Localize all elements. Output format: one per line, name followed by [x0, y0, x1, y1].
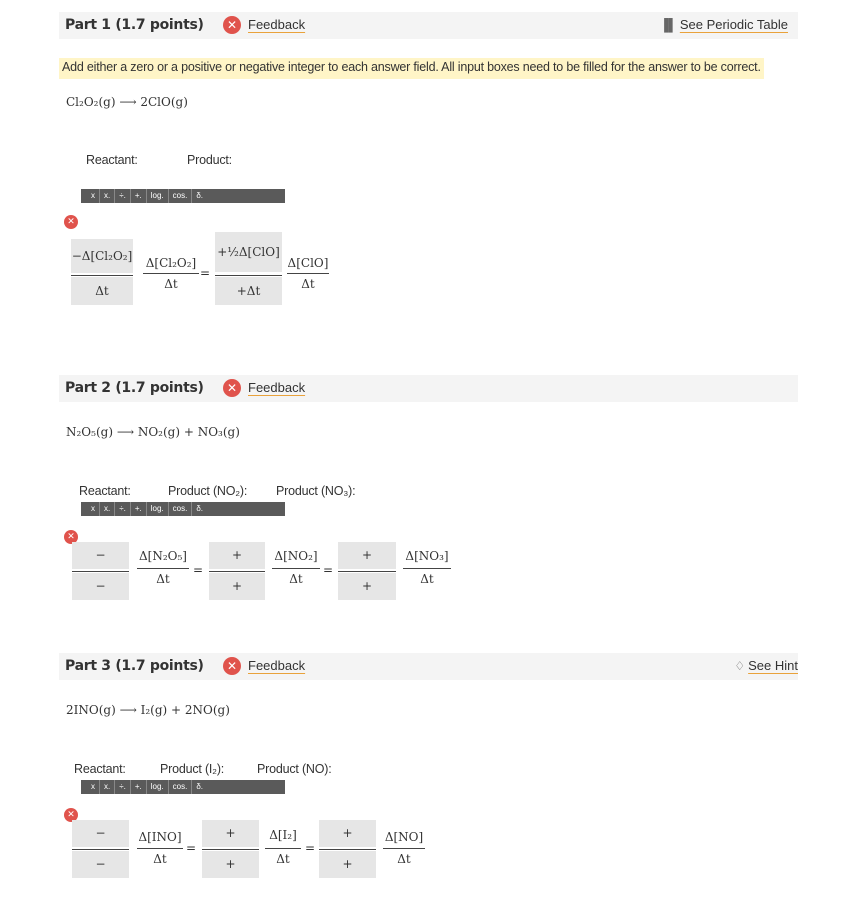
part1-reactant-denominator-input[interactable]: Δt [71, 277, 133, 305]
toolbar-delta[interactable]: δ. [196, 504, 204, 513]
part3-product1-frac-num: Δ[I₂] [269, 828, 297, 842]
toolbar-frac[interactable]: ÷. [115, 780, 131, 794]
fraction-bar [338, 571, 396, 572]
fraction-bar [272, 568, 320, 569]
toolbar-sup[interactable]: x [87, 502, 100, 516]
part3-header [59, 653, 798, 680]
part2-product1-numerator-input[interactable]: + [209, 542, 265, 569]
fraction-bar [383, 848, 425, 849]
fraction-bar [137, 848, 183, 849]
part3-reactant-denominator-input[interactable]: − [72, 851, 129, 878]
part2-product1-frac-den: Δt [289, 572, 303, 586]
part2-product2-numerator-input[interactable]: + [338, 542, 396, 569]
fraction-bar [319, 849, 376, 850]
part3-reaction: 2INO(g) ⟶ I₂(g) + 2NO(g) [66, 703, 230, 717]
part2-reactant-frac-num: Δ[N₂O₅] [139, 549, 187, 563]
part3-error-icon: ✕ [64, 808, 78, 822]
part3-feedback-link[interactable]: Feedback [248, 658, 306, 673]
part3-reactant-numerator-input[interactable]: − [72, 820, 129, 847]
fraction-bar [143, 273, 199, 274]
part1-reactant-frac-num: Δ[Cl₂O₂] [145, 256, 197, 270]
part3-product2-frac-num: Δ[NO] [384, 830, 424, 844]
chart-icon: ▐▌ [659, 18, 677, 32]
toolbar-log[interactable]: log. [147, 189, 169, 203]
fraction-bar [209, 571, 265, 572]
toolbar-plus[interactable]: +. [131, 189, 147, 203]
fraction-bar [72, 571, 129, 572]
part2-feedback-link[interactable]: Feedback [248, 380, 306, 395]
part1-reaction: Cl₂O₂(g) ⟶ 2ClO(g) [66, 95, 188, 109]
toolbar-plus[interactable]: +. [131, 780, 147, 794]
part2-product1-frac-num: Δ[NO₂] [274, 549, 318, 563]
part3-product1-numerator-input[interactable]: + [202, 820, 259, 847]
error-icon: ✕ [223, 16, 241, 34]
equals-sign: = [193, 563, 204, 577]
part3-reactant-frac-num: Δ[INO] [138, 830, 182, 844]
part2-header [59, 375, 798, 402]
part1-error-icon: ✕ [64, 215, 78, 229]
toolbar-sup[interactable]: x [87, 780, 100, 794]
periodic-table-label: See Periodic Table [679, 17, 788, 32]
toolbar-sub[interactable]: x. [100, 189, 115, 203]
toolbar-sup[interactable]: x [87, 189, 100, 203]
fraction-bar [71, 275, 133, 276]
part3-product1-denominator-input[interactable]: + [202, 851, 259, 878]
part3-product2-frac-den: Δt [397, 852, 411, 866]
equals-sign: = [200, 266, 211, 280]
part2-product1-label: Product (NO₂): [168, 484, 248, 498]
toolbar-frac[interactable]: ÷. [115, 189, 131, 203]
equals-sign: = [186, 841, 197, 855]
toolbar-frac[interactable]: ÷. [115, 502, 131, 516]
part1-feedback-link[interactable]: Feedback [248, 17, 306, 32]
part3-product1-label: Product (I₂): [160, 762, 225, 776]
part2-product2-denominator-input[interactable]: + [338, 573, 396, 600]
part1-reactant-frac-den: Δt [164, 277, 178, 291]
toolbar-cos[interactable]: cos. [169, 189, 193, 203]
part1-product-label: Product: [187, 153, 232, 167]
fraction-bar [72, 849, 129, 850]
lightbulb-icon: ♢ [734, 659, 746, 673]
part2-reactant-numerator-input[interactable]: − [72, 542, 129, 569]
part3-product2-label: Product (NO): [257, 762, 332, 776]
toolbar-cos[interactable]: cos. [169, 502, 193, 516]
toolbar-sub[interactable]: x. [100, 502, 115, 516]
equals-sign: = [323, 563, 334, 577]
part3-reactant-frac-den: Δt [153, 852, 167, 866]
part3-product2-numerator-input[interactable]: + [319, 820, 376, 847]
error-icon: ✕ [223, 379, 241, 397]
part3-product1-frac-den: Δt [276, 852, 290, 866]
part3-reactant-label: Reactant: [74, 762, 126, 776]
part3-math-toolbar [81, 780, 285, 794]
part2-reactant-label: Reactant: [79, 484, 131, 498]
fraction-bar [137, 568, 189, 569]
part2-product2-frac-num: Δ[NO₃] [405, 549, 449, 563]
toolbar-log[interactable]: log. [147, 502, 169, 516]
part3-title: Part 3 (1.7 points) [65, 658, 204, 674]
fraction-bar [287, 273, 329, 274]
equals-sign: = [305, 841, 316, 855]
toolbar-sub[interactable]: x. [100, 780, 115, 794]
toolbar-delta[interactable]: δ. [196, 191, 204, 200]
part2-title: Part 2 (1.7 points) [65, 380, 204, 396]
toolbar-delta[interactable]: δ. [196, 782, 204, 791]
see-hint-label: See Hint [748, 658, 798, 673]
part2-product1-denominator-input[interactable]: + [209, 573, 265, 600]
part3-product2-denominator-input[interactable]: + [319, 851, 376, 878]
part2-reactant-frac-den: Δt [156, 572, 170, 586]
fraction-bar [202, 849, 259, 850]
part1-reactant-label: Reactant: [86, 153, 138, 167]
instruction-text: Add either a zero or a positive or negative integer to each answer field. All input boxes need to be filled for the answer to be correct. [59, 58, 764, 79]
part1-product-frac-den: Δt [301, 277, 315, 291]
part1-product-frac-num: Δ[ClO] [287, 256, 329, 270]
fraction-bar [215, 275, 282, 276]
part2-math-toolbar [81, 502, 285, 516]
toolbar-log[interactable]: log. [147, 780, 169, 794]
part2-product2-label: Product (NO₃): [276, 484, 356, 498]
part2-reaction: N₂O₅(g) ⟶ NO₂(g) + NO₃(g) [66, 425, 240, 439]
part1-math-toolbar [81, 189, 285, 203]
see-hint-link[interactable] [734, 658, 798, 673]
part1-product-numerator-input[interactable]: +½Δ[ClO] [215, 232, 282, 272]
part2-reactant-denominator-input[interactable]: − [72, 573, 129, 600]
part2-product2-frac-den: Δt [420, 572, 434, 586]
fraction-bar [403, 568, 451, 569]
part1-product-denominator-input[interactable]: +Δt [215, 277, 282, 305]
part1-header [59, 12, 798, 39]
periodic-table-link[interactable] [660, 17, 788, 32]
part1-title: Part 1 (1.7 points) [65, 17, 204, 33]
fraction-bar [265, 848, 301, 849]
part2-error-icon: ✕ [64, 530, 78, 544]
part1-reactant-numerator-input[interactable]: −Δ[Cl₂O₂] [71, 239, 133, 273]
toolbar-cos[interactable]: cos. [169, 780, 193, 794]
error-icon: ✕ [223, 657, 241, 675]
toolbar-plus[interactable]: +. [131, 502, 147, 516]
